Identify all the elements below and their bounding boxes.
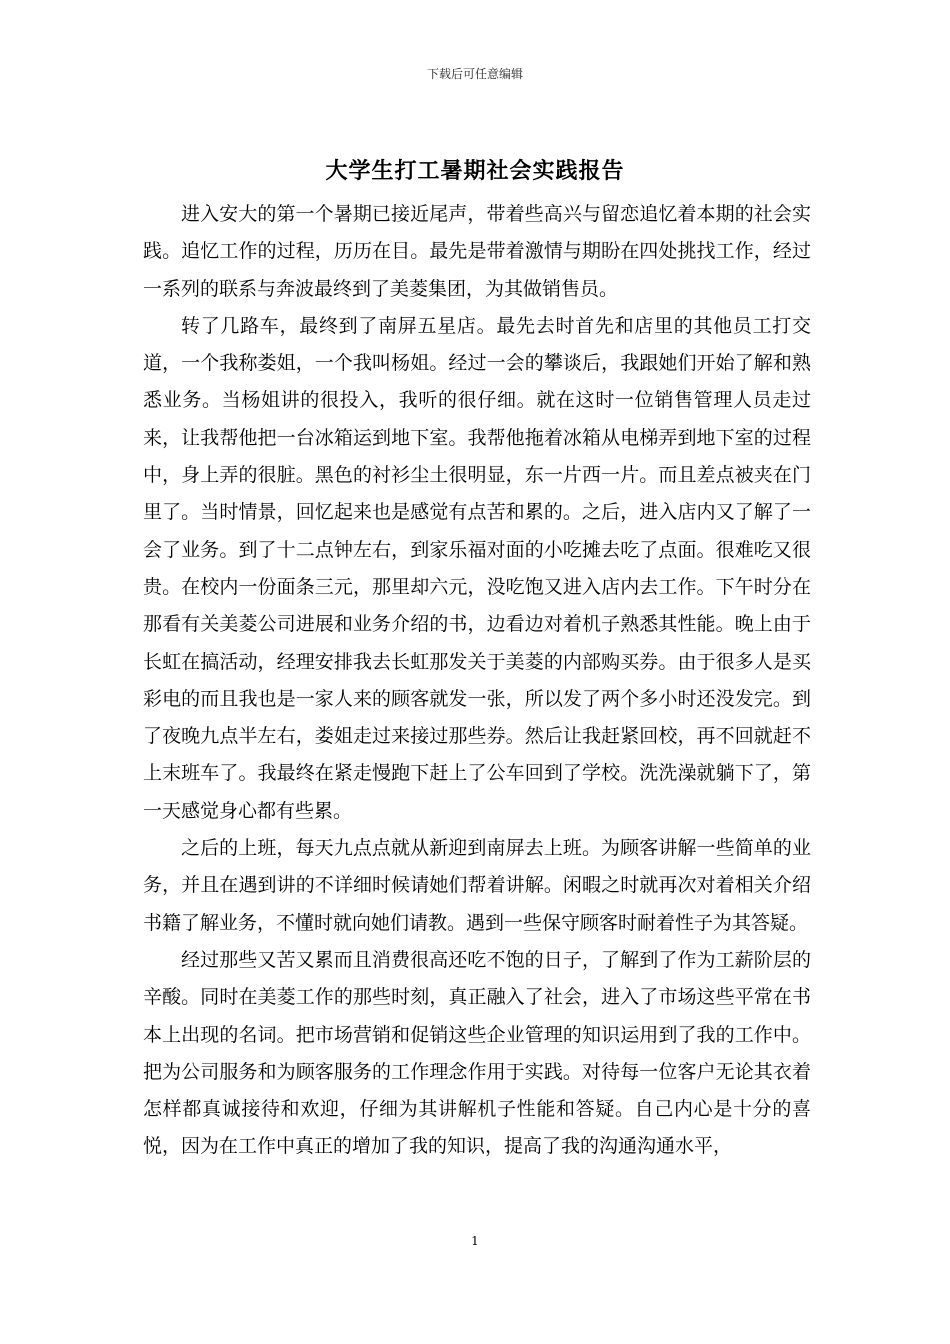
- header-note: 下载后可任意编辑: [426, 67, 523, 81]
- page-number: 1: [471, 1234, 479, 1248]
- document-title: 大学生打工暑期社会实践报告: [325, 158, 625, 184]
- paragraph-2: 转了几路车，最终到了南屏五星店。最先去时首先和店里的其他员工打交道，一个我称娄姐，一个我叫杨姐。经过一会的攀谈后，我跟她们开始了解和熟悉业务。当杨姐讲的很投入，我听的很仔细。就在这时一位销售管理人员走过来，让我帮他把一台冰箱运到地下室。我帮他拖着冰箱从电梯弄到地下室的过程中，身上弄的很脏。黑色的衬衫尘土很明显，东一片西一片。而且差点被夹在门里了。当时情景，回忆起来也是感觉有点苦和累的。之后，进入店内又了解了一会了业务。到了十二点钟左右，到家乐福对面的小吃摊去吃了点面。很难吃又很贵。在校内一份面条三元，那里却六元，没吃饱又进入店内去工作。下午时分在那看有关美菱公司进展和业务介绍的书，边看边对着机子熟悉其性能。晚上由于长虹在搞活动，经理安排我去长虹那发关于美菱的内部购买券。由于很多人是买彩电的而且我也是一家人来的顾客就发一张，所以发了两个多小时还没发完。到了夜晚九点半左右，娄姐走过来接过那些券。然后让我赶紧回校，再不回就赶不上末班车了。我最终在紧走慢跑下赶上了公车回到了学校。洗洗澡就躺下了，第一天感觉身心都有些累。: [143, 314, 811, 822]
- paragraph-4: 经过那些又苦又累而且消费很高还吃不饱的日子，了解到了作为工薪阶层的辛酸。同时在美菱工作的那些时刻，真正融入了社会，进入了市场这些平常在书本上出现的名词。把市场营销和促销这些企业管理的知识运用到了我的工作中。把为公司服务和为顾客服务的工作理念作用于实践。对待每一位客户无论其衣着怎样都真诚接待和欢迎，仔细为其讲解机子性能和答疑。自己内心是十分的喜悦，因为在工作中真正的增加了我的知识，提高了我的沟通沟通水平，: [143, 948, 811, 1158]
- paragraph-1: 进入安大的第一个暑期已接近尾声，带着些高兴与留恋追忆着本期的社会实践。追忆工作的过程，历历在目。最先是带着激情与期盼在四处挑找工作，经过一系列的联系与奔波最终到了美菱集团，为其做销售员。: [143, 203, 811, 300]
- paragraph-3: 之后的上班，每天九点点就从新迎到南屏去上班。为顾客讲解一些简单的业务，并且在遇到讲的不详细时候请她们帮着讲解。闲暇之时就再次对着相关介绍书籍了解业务，不懂时就向她们请教。遇到一些保守顾客时耐着性子为其答疑。: [143, 837, 811, 934]
- document-body: [143, 196, 811, 1166]
